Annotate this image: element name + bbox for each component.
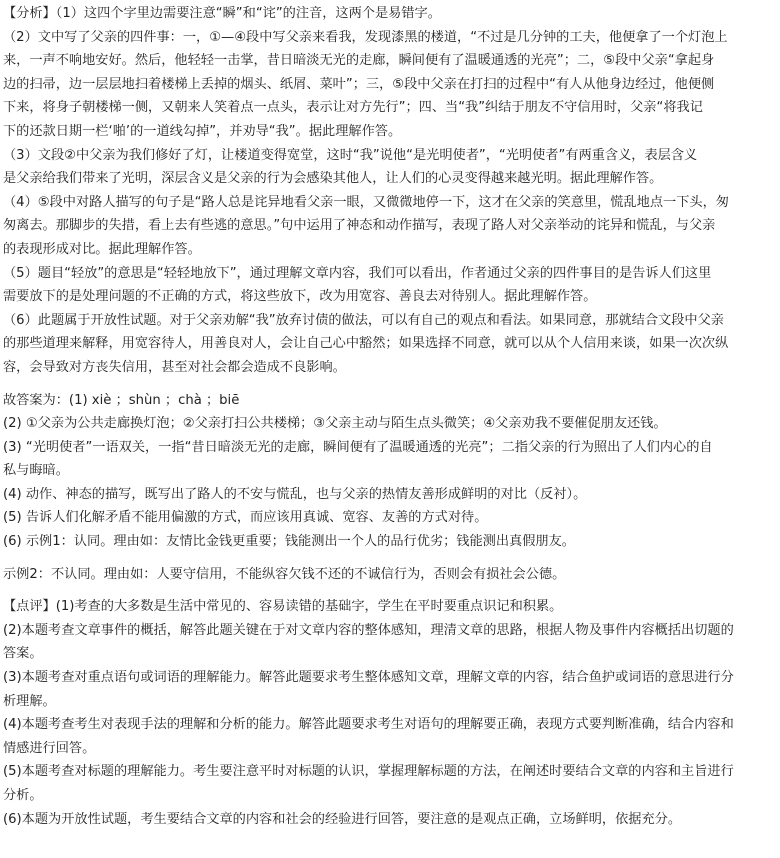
text-line: 边的扫帚，边一层层地扫着楼梯上丢掉的烟头、纸屑、菜叶”；三，⑤段中父亲在打扫的过程中“有人从他身边经过，他便侧: [3, 76, 715, 92]
example2-section: [3, 563, 776, 587]
text-line: (3) “光明使者”一语双关，一指“昔日暗淡无光的走廊，瞬间便有了温暖通透的光亮”；二指父亲的行为照出了人们内心的自: [3, 439, 713, 455]
text-line: (4)本题考查考生对表现手法的理解和分析的能力。解答此题要求考生对语句的理解要正确，表现方式要判断准确，结合内容和: [3, 717, 734, 733]
text-line: （5）题目“轻放”的意思是“轻轻地放下”，通过理解文章内容，我们可以看出，作者通过父亲的四件事目的是告诉人们这里: [3, 265, 712, 281]
section-gap: [3, 554, 776, 563]
text-line: (5)本题考查对标题的理解能力。考生要注意平时对标题的认识，掌握理解标题的方法，在阐述时要结合文章的内容和主旨进行: [3, 764, 734, 780]
answer-section: [3, 389, 776, 554]
section-gap: [3, 380, 776, 389]
text-line: (6) 示例1：认同。理由如：友情比金钱更重要；钱能测出一个人的品行优劣；钱能测出真假朋友。: [3, 534, 575, 550]
text-line: 分析。: [3, 788, 43, 803]
text-line: 是父亲给我们带来了光明，深层含义是父亲的行为会感染其他人，让人们的心灵变得越来越光明。据此理解作答。: [3, 171, 663, 187]
text-line: 析理解。: [3, 693, 56, 709]
text-line: 容，会导致对方丧失信用，甚至对社会都会造成不良影响。: [3, 359, 346, 375]
text-line: 匆离去。那脚步的失措，看上去有些逃的意思。”句中运用了神态和动作描写，表现了路人对父亲举动的诧异和慌乱，与父亲: [3, 218, 716, 234]
text-line: （2）文中写了父亲的四件事：一，①—④段中写父亲来看我，发现漆黑的楼道，“不过是几分钟的工夫，他便拿了一个灯泡上: [3, 29, 728, 45]
text-line: (3)本题考查对重点语句或词语的理解能力。解答此题要求考生整体感知文章，理解文章的内容，结合鱼护或词语的意思进行分: [3, 670, 734, 686]
text-line: (2)本题考查文章事件的概括，解答此题关键在于对文章内容的整体感知，理清文章的思路，根据人物及事件内容概括出切题的: [3, 622, 734, 638]
text-line: 下来，将身子朝楼梯一侧，又朝来人笑着点一点头，表示让对方先行”；四、当“我”纠结于朋友不守信用时，父亲“将我记: [3, 100, 703, 116]
text-line: (2) ①父亲为公共走廊换灯泡；②父亲打扫公共楼梯；③父亲主动与陌生点头微笑；④父亲劝我不要催促朋友还钱。: [3, 416, 667, 432]
text-line: (5) 告诉人们化解矛盾不能用偏激的方式，而应该用真诚、宽容、友善的方式对待。: [3, 510, 488, 526]
text-line: (4) 动作、神态的描写，既写出了路人的不安与慌乱，也与父亲的热情友善形成鲜明的对比（反衬）。: [3, 486, 587, 502]
text-line: 故答案为：(1) xiè ；shùn ；chà ；biē: [3, 392, 240, 408]
text-line: (6)本题为开放性试题，考生要结合文章的内容和社会的经验进行回答，要注意的是观点正确，立场鲜明，依据充分。: [3, 811, 682, 827]
text-line: （4）⑤段中对路人描写的句子是“路人总是诧异地看父亲一眼，又微微地停一下，这才在父亲的笑意里，慌乱地点一下头，匆: [3, 194, 729, 210]
text-line: 示例2：不认同。理由如：人要守信用，不能纵容欠钱不还的不诚信行为，否则会有损社会公德。: [3, 566, 566, 582]
text-line: 【点评】(1)考查的大多数是生活中常见的、容易读错的基础字，学生在平时要重点识记和积累。: [3, 599, 563, 615]
text-line: 私与晦暗。: [3, 463, 69, 479]
section-gap: [3, 586, 776, 595]
analysis-section: [3, 2, 776, 380]
text-line: 需要放下的是处理问题的不正确的方式，将这些放下，改为用宽容、善良去对待别人。据此理解作答。: [3, 289, 597, 305]
text-line: 的表现形成对比。据此理解作答。: [3, 241, 201, 257]
text-line: 的那些道理来解释，用宽容待人，用善良对人，会让自己心中豁然；如果选择不同意，就可以从个人信用来谈，如果一次次纵: [3, 336, 729, 352]
comment-section: [3, 595, 776, 831]
text-line: 【分析】（1）这四个字里边需要注意“瞬”和“诧”的注音，这两个是易错字。: [3, 6, 441, 21]
text-line: （6）此题属于开放性试题。对于父亲劝解“我”放弃讨债的做法，可以有自己的观点和看法。如果同意，那就结合文段中父亲: [3, 312, 724, 328]
text-line: 情感进行回答。: [3, 740, 96, 756]
text-line: （3）文段②中父亲为我们修好了灯，让楼道变得宽堂，这时“我”说他“是光明使者”，“光明使者”有两重含义，表层含义: [3, 147, 698, 163]
text-line: 下的还款日期一栏‘啪’的一道线勾掉”，并劝导“我”。据此理解作答。: [3, 123, 402, 139]
text-line: 答案。: [3, 646, 43, 662]
text-line: 来，一声不响地安好。然后，他轻轻一击掌，昔日暗淡无光的走廊，瞬间便有了温暖通透的光亮”；二，⑤段中父亲“拿起身: [3, 53, 715, 69]
